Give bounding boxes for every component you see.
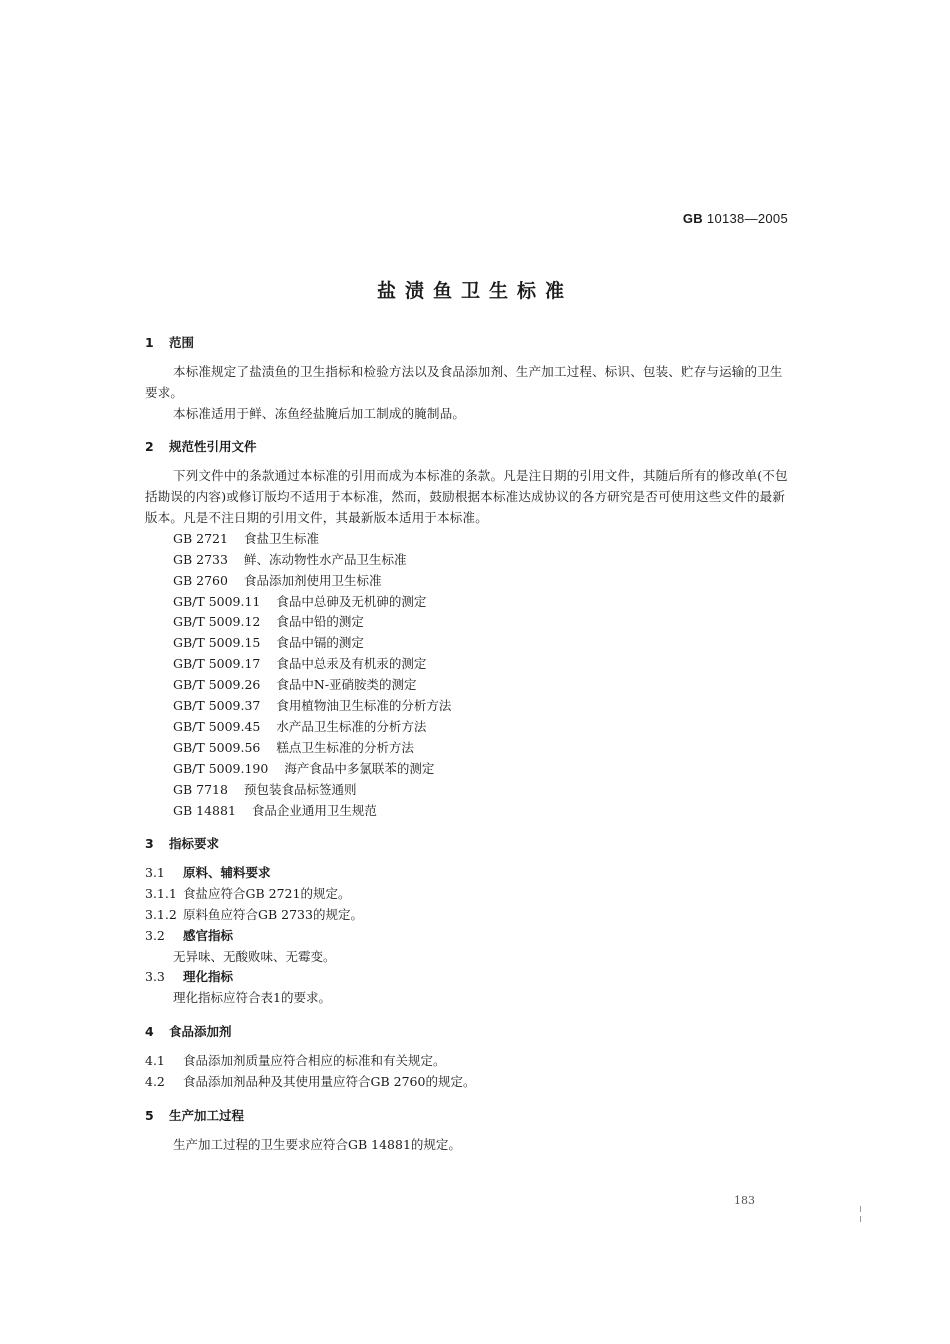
clause-text: 食盐应符合GB 2721的规定。: [183, 886, 351, 902]
section-number: 5: [145, 1107, 154, 1123]
references-intro: 下列文件中的条款通过本标准的引用而成为本标准的条款。凡是注日期的引用文件，其随后所有的修改单(不包括勘误的内容)或修订版均不适用于本标准，然而，鼓励根据本标准达成协议的各方研究是否可使用这些文件的最新版本。凡是不注日期的引用文件，其最新版本适用于本标准。: [145, 468, 788, 525]
section-5-heading: [145, 1106, 790, 1126]
scan-mark: [860, 1216, 861, 1222]
section-3-heading: [145, 834, 790, 854]
reference-code: GB 2760: [173, 572, 228, 588]
clause-4-1: [145, 1051, 790, 1072]
clause-number: 4.2: [145, 1073, 165, 1089]
section-2-heading: [145, 437, 790, 457]
reference-name: 食品中N-亚硝胺类的测定: [276, 677, 417, 693]
subsection-title: 原料、辅料要求: [183, 865, 271, 881]
clause-text: 原料鱼应符合GB 2733的规定。: [183, 907, 363, 923]
reference-code: GB 14881: [173, 802, 236, 818]
section-title: 指标要求: [169, 836, 220, 852]
reference-code: GB/T 5009.11: [173, 593, 261, 609]
reference-name: 食品添加剂使用卫生标准: [243, 572, 382, 588]
reference-name: 食品中铅的测定: [276, 614, 364, 630]
reference-name: 食品中总汞及有机汞的测定: [276, 656, 427, 672]
reference-name: 食用植物油卫生标准的分析方法: [276, 698, 452, 714]
section-number: 3: [145, 836, 154, 852]
reference-code: GB/T 5009.37: [173, 698, 261, 714]
section-4-heading: [145, 1022, 790, 1042]
sensory-text: 无异味、无酸败味、无霉变。: [173, 948, 336, 964]
reference-item: [145, 654, 790, 675]
clause-text: 食品添加剂品种及其使用量应符合GB 2760的规定。: [183, 1073, 476, 1089]
reference-name: 水产品卫生标准的分析方法: [276, 718, 427, 734]
production-text: 生产加工过程的卫生要求应符合GB 14881的规定。: [173, 1136, 461, 1152]
reference-item: [145, 696, 790, 717]
reference-name: 食品企业通用卫生规范: [251, 802, 377, 818]
section-title: 食品添加剂: [169, 1024, 232, 1040]
standard-prefix: GB: [682, 211, 703, 226]
clause-number: 4.1: [145, 1053, 165, 1069]
clause-number: 3.1.1: [145, 886, 177, 902]
section-number: 2: [145, 439, 154, 455]
section-title: 范围: [169, 335, 195, 350]
reference-item: [145, 759, 790, 780]
reference-name: 海产食品中多氯联苯的测定: [284, 760, 435, 776]
clause-number: 3.1.2: [145, 907, 177, 923]
reference-item: [145, 780, 790, 801]
section-title: 生产加工过程: [169, 1107, 245, 1123]
clause-3-1-2: [145, 905, 790, 926]
clause-text: 食品添加剂质量应符合相应的标准和有关规定。: [183, 1053, 446, 1069]
subsection-3-1: [145, 863, 790, 884]
reference-name: 食品中总砷及无机砷的测定: [276, 593, 427, 609]
reference-code: GB 2733: [173, 551, 228, 567]
reference-code: GB 7718: [173, 781, 228, 797]
scope-paragraph: 本标准规定了盐渍鱼的卫生指标和检验方法以及食品添加剂、生产加工过程、标识、包装、贮存与运输的卫生要求。: [145, 364, 783, 400]
reference-item: [145, 550, 790, 571]
subsection-title: 理化指标: [183, 969, 234, 985]
subsection-number: 3.1: [145, 865, 165, 881]
section-number: 4: [145, 1024, 154, 1040]
clause-3-1-1: [145, 884, 790, 905]
reference-item: [145, 592, 790, 613]
standard-code: [683, 211, 788, 226]
reference-name: 鲜、冻动物性水产品卫生标准: [243, 551, 407, 567]
subsection-number: 3.2: [145, 927, 165, 943]
reference-name: 糕点卫生标准的分析方法: [276, 739, 414, 755]
reference-item: [145, 717, 790, 738]
subsection-number: 3.3: [145, 969, 165, 985]
reference-code: GB/T 5009.56: [173, 739, 261, 755]
scan-mark: [860, 1206, 861, 1212]
reference-item: [145, 633, 790, 654]
reference-item: [145, 571, 790, 592]
reference-item: [145, 675, 790, 696]
document-body: [145, 333, 790, 1155]
reference-item: [145, 529, 790, 550]
section-1-heading: [145, 333, 790, 353]
reference-list: [145, 529, 790, 822]
reference-code: GB/T 5009.26: [173, 677, 261, 693]
reference-code: GB/T 5009.45: [173, 718, 261, 734]
subsection-3-3: [145, 967, 790, 988]
reference-code: GB/T 5009.12: [173, 614, 261, 630]
subsection-title: 感官指标: [183, 927, 234, 943]
subsection-3-2: [145, 926, 790, 947]
reference-code: GB 2721: [173, 530, 228, 546]
reference-code: GB/T 5009.15: [173, 635, 261, 651]
reference-code: GB/T 5009.17: [173, 656, 261, 672]
section-title: 规范性引用文件: [169, 439, 257, 455]
reference-item: [145, 738, 790, 759]
document-title: 盐渍鱼卫生标准: [376, 280, 573, 302]
reference-item: [145, 801, 790, 822]
physicochemical-text: 理化指标应符合表1的要求。: [173, 990, 331, 1006]
section-number: 1: [145, 335, 154, 350]
scope-paragraph: 本标准适用于鲜、冻鱼经盐腌后加工制成的腌制品。: [173, 405, 466, 421]
reference-code: GB/T 5009.190: [173, 760, 269, 776]
standard-number: 10138—2005: [706, 211, 788, 226]
reference-name: 食盐卫生标准: [243, 530, 319, 546]
reference-item: [145, 612, 790, 633]
reference-name: 预包装食品标签通则: [243, 781, 357, 797]
clause-4-2: [145, 1072, 790, 1093]
reference-name: 食品中镉的测定: [276, 635, 364, 651]
page-number: 183: [734, 1194, 755, 1207]
